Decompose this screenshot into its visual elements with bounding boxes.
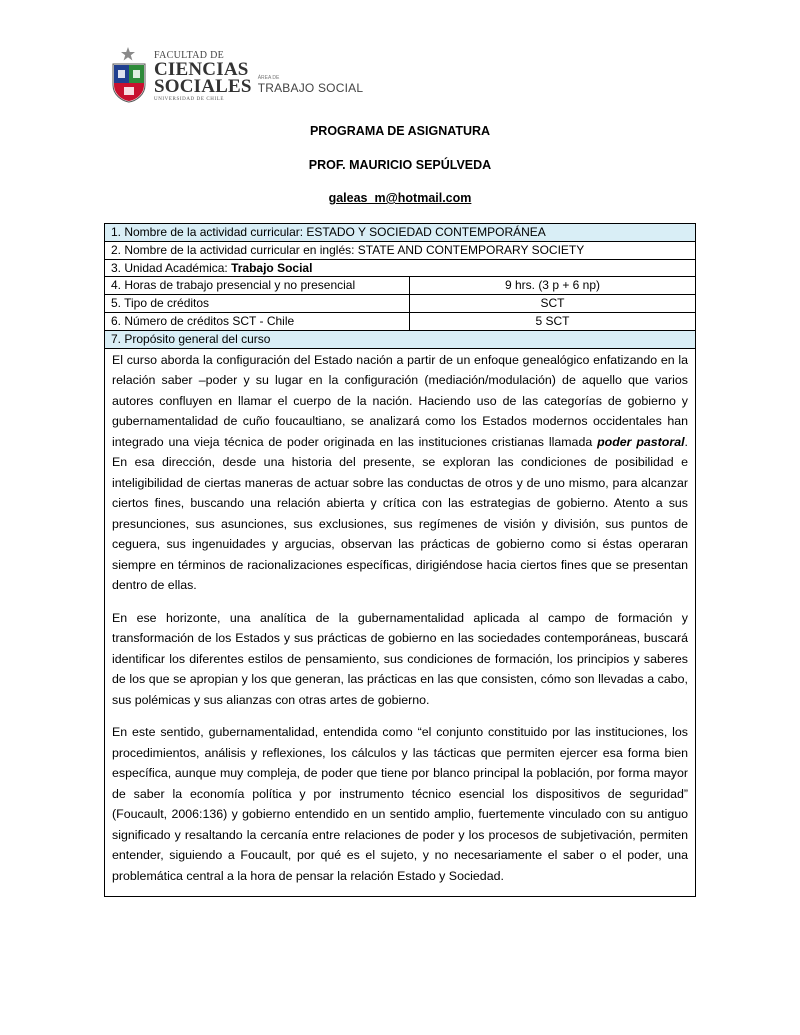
credit-type-value: SCT <box>540 296 565 311</box>
purpose-body <box>105 349 695 897</box>
academic-unit <box>105 260 695 277</box>
credits-value: 5 SCT <box>535 313 570 328</box>
shield-icon <box>112 63 146 103</box>
table-row-course-name-english <box>105 242 695 260</box>
purpose-paragraph-3: En este sentido, gubernamentalidad, entendida como “el conjunto constituido por las instituciones, los procedimientos, análisis y reflexiones, los cálculos y las tácticas que permiten ejercer esa forma bien específica, aunque muy compleja, de poder que tiene por blanco principal la población, por forma mayor de saber la economía política y por instrumento técnico esencial los dispositivos de seguridad” (Foucault, 2006:136) y gobierno entendido en un sentido amplio, fuertemente vinculado con su antiguo significado y resaltando la cercanía entre relaciones de poder y los procesos de subjetivación, permiten entender, siguiendo a Foucault, por qué es el sujeto, y no necesariamente el saber o el poder, una problemática central a la hora de pensar la relación Estado y Sociedad. <box>112 725 688 883</box>
professor-name: PROF. MAURICIO SEPÚLVEDA <box>308 158 492 172</box>
purpose-header: 7. Propósito general del curso <box>111 331 271 346</box>
department-label <box>258 75 364 95</box>
faculty-big-1: CIENCIAS <box>154 58 249 80</box>
hours-value: 9 hrs. (3 p + 6 np) <box>504 278 601 293</box>
academic-unit-label: 3. Unidad Académica: <box>111 260 232 275</box>
purpose-p1-start: El curso aborda la configuración del Estado nación a partir de un enfoque genealógico enfatizando en la relación saber –poder y su lugar en la configuración (mediación/modulación) de aquello que varios autores confluyen en llamar el cuerpo de la nación. Haciendo uso de las categorías de gobierno y gubernamentalidad de cuño foucaultiano, se analizará como los Estados modernos occidentales han integrado una vieja técnica de poder originada en las instituciones cristianas llamada <box>112 352 688 449</box>
purpose-p1-end: . En esa dirección, desde una historia del presente, se exploran las condiciones de posibilidad e inteligibilidad de ciertas maneras de actuar sobre las conductas de otros y de uno mismo, para alcanzar ciertos fines, buscando una relación abierta y crítica con las estrategias de gobierno. Atento a sus presunciones, sus asunciones, sus exclusiones, sus regímenes de visión y división, sus puntos de ceguera, sus ingenuidades y argucias, observan las prácticas de gobierno como si éstas operaran siempre en términos de racionalizaciones específicas, dirigiéndose hacia ciertos fines que se presentan dentro de ellas. <box>112 434 688 593</box>
course-name: 1. Nombre de la actividad curricular: ESTADO Y SOCIEDAD CONTEMPORÁNEA <box>111 225 546 239</box>
table-row-credits <box>105 313 695 331</box>
credits-label: 6. Número de créditos SCT - Chile <box>105 313 410 330</box>
professor-email[interactable]: galeas_m@hotmail.com <box>328 191 472 205</box>
hours-label: 4. Horas de trabajo presencial y no presencial <box>105 277 410 294</box>
department-name: TRABAJO SOCIAL <box>257 81 364 95</box>
faculty-name <box>154 51 252 102</box>
star-icon <box>121 47 135 61</box>
academic-unit-value: Trabajo Social <box>231 260 313 275</box>
table-row-academic-unit <box>105 260 695 278</box>
faculty-big-2: SOCIALES <box>154 75 252 97</box>
table-row-credit-type <box>105 295 695 313</box>
course-info-table <box>104 223 696 897</box>
area-label: ÁREA DE <box>257 75 280 81</box>
course-name-english: 2. Nombre de la actividad curricular en inglés: STATE AND CONTEMPORARY SOCIETY <box>111 242 585 257</box>
table-row-course-name <box>105 224 695 242</box>
credit-type-label: 5. Tipo de créditos <box>105 295 410 312</box>
university-crest-icon <box>108 47 148 105</box>
program-title: PROGRAMA DE ASIGNATURA <box>309 124 491 138</box>
purpose-p1-emphasis: poder pastoral <box>597 434 685 449</box>
purpose-paragraph-1 <box>112 350 688 596</box>
university-name: UNIVERSIDAD DE CHILE <box>154 96 225 102</box>
faculty-line: FACULTAD DE <box>154 49 225 61</box>
purpose-paragraph-2: En ese horizonte, una analítica de la gubernamentalidad aplicada al campo de formación y transformación de los Estados y sus prácticas de gobierno en las sociedades contemporáneas, buscará identificar los diferentes estilos de pensamiento, sus condiciones de formación, los principios y saberes de los que se apropian y los que generan, las prácticas en las que consisten, cómo son llevadas a cabo, sus polémicas y sus alianzas con otras artes de gobierno. <box>112 610 688 707</box>
faculty-logo <box>108 44 363 108</box>
table-row-purpose-header <box>105 331 695 349</box>
table-row-hours <box>105 277 695 295</box>
